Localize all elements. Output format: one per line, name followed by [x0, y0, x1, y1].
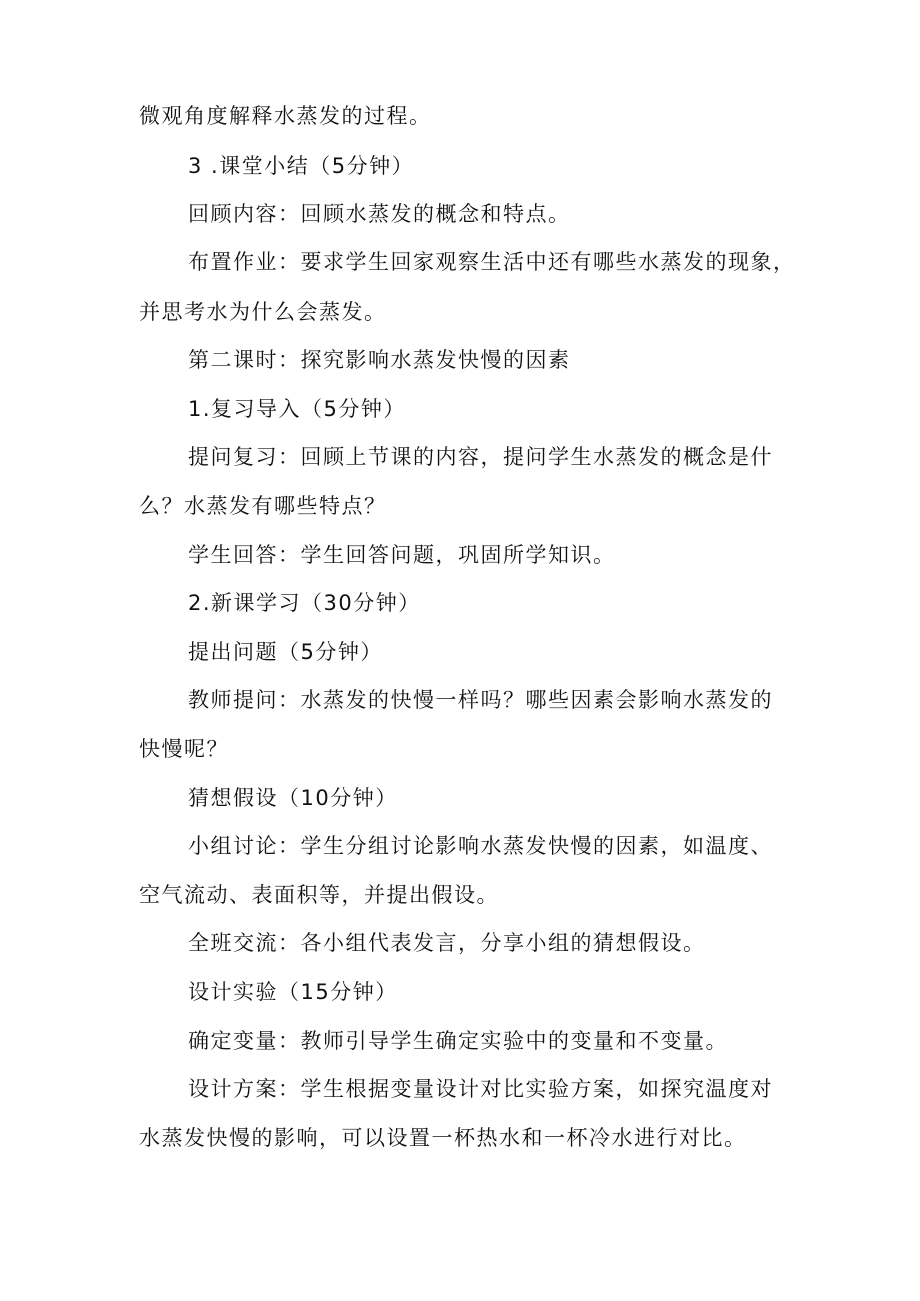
text-line-content: 微观角度解释水蒸发的过程。	[139, 104, 432, 128]
text-line-content: 确定变量：教师引导学生确定实验中的变量和不变量。	[188, 1029, 728, 1053]
text-line-content: 学生回答：学生回答问题，巩固所学知识。	[188, 543, 616, 567]
text-line	[0, 632, 920, 672]
text-line-content: 猜想假设（10分钟）	[188, 786, 398, 810]
text-line-content: 设计实验（15分钟）	[188, 980, 398, 1004]
text-line	[0, 972, 920, 1012]
text-line	[0, 583, 920, 623]
text-line-content: 小组讨论：学生分组讨论影响水蒸发快慢的因素，如温度、	[188, 834, 773, 858]
text-line	[0, 146, 920, 186]
text-line-content: 提出问题（5分钟）	[188, 640, 383, 664]
text-line	[0, 389, 920, 429]
text-line-content: 布置作业：要求学生回家观察生活中还有哪些水蒸发的现象，	[188, 250, 796, 274]
text-line-content: 2.新课学习（30分钟）	[188, 591, 421, 615]
text-line	[0, 96, 920, 136]
text-line-content: 水蒸发快慢的影响，可以设置一杯热水和一杯冷水进行对比。	[139, 1126, 747, 1150]
text-line	[0, 826, 920, 866]
text-line-content: 教师提问：水蒸发的快慢一样吗？哪些因素会影响水蒸发的	[188, 688, 773, 712]
text-line-content: 全班交流：各小组代表发言，分享小组的猜想假设。	[188, 931, 706, 955]
text-line-content: 1.复习导入（5分钟）	[188, 397, 406, 421]
text-line	[0, 194, 920, 234]
text-line	[0, 486, 920, 526]
text-line-content: 第二课时：探究影响水蒸发快慢的因素	[188, 348, 571, 372]
text-line	[0, 242, 920, 282]
text-line	[0, 680, 920, 720]
text-line-content: 快慢呢？	[139, 737, 229, 761]
text-line	[0, 875, 920, 915]
text-line-content: 回顾内容：回顾水蒸发的概念和特点。	[188, 202, 571, 226]
text-line-content: 提问复习：回顾上节课的内容，提问学生水蒸发的概念是什	[188, 445, 773, 469]
text-line-content: 设计方案：学生根据变量设计对比实验方案，如探究温度对	[188, 1077, 773, 1101]
text-line	[0, 292, 920, 332]
text-line	[0, 923, 920, 963]
text-line-content: 空气流动、表面积等，并提出假设。	[139, 883, 499, 907]
text-line	[0, 1069, 920, 1109]
text-line	[0, 535, 920, 575]
text-line-content: 并思考水为什么会蒸发。	[139, 300, 387, 324]
text-line	[0, 1118, 920, 1158]
text-line	[0, 1021, 920, 1061]
text-line-content: 么？水蒸发有哪些特点？	[139, 494, 387, 518]
text-line	[0, 729, 920, 769]
text-line	[0, 437, 920, 477]
text-line	[0, 340, 920, 380]
text-line-content: 3 .课堂小结（5分钟）	[188, 154, 415, 178]
text-line	[0, 778, 920, 818]
